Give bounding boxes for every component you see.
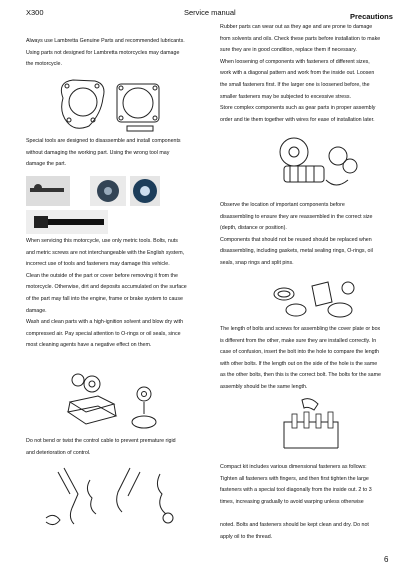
header-title: Service manual <box>184 8 236 17</box>
text-line: Always use Lambretta Genuine Parts and recommended lubricants. <box>26 38 185 44</box>
left-para-metric-tools <box>26 236 214 352</box>
text-line: When servicing this motorcycle, use only metric tools. Bolts, nuts <box>26 238 178 244</box>
text-line: Compact kit includes various dimensional fasteners as follows: <box>220 464 367 470</box>
text-line: Rubber parts can wear out as they age and are prone to damage <box>220 24 373 30</box>
text-line: and metric screws are not interchangeable with the English system, <box>26 249 185 256</box>
right-para-bolt-length <box>220 324 392 394</box>
left-para-genuine-parts <box>26 36 214 71</box>
text-line: of the part may fall into the engine, frame or brake system to cause <box>26 295 183 302</box>
text-line: and deterioration of control. <box>26 449 91 456</box>
text-line: motorcycle. Otherwise, dirt and deposits accumulated on the surface <box>26 284 187 291</box>
text-line: Wash and clean parts with a high-ignition solvent and blow dry with <box>26 319 184 326</box>
text-line: without damaging the working part. Using the wrong tool may <box>26 149 170 156</box>
bolt-length-illustration <box>280 398 342 456</box>
text-line: When loosening of components with fasteners of different sizes, <box>220 58 370 65</box>
page-number: 6 <box>384 555 389 564</box>
gear-parts-illustration <box>276 136 360 194</box>
text-line: is different from the other, make sure they are installed correctly. In <box>220 337 377 344</box>
text-line: most cleaning agents have a negative effect on them. <box>26 342 152 349</box>
text-line: damage the part. <box>26 161 67 168</box>
gaskets-illustration <box>55 76 165 134</box>
text-line: apply oil to the thread. <box>220 533 273 540</box>
control-cable-illustration <box>44 464 194 532</box>
text-line <box>220 508 392 520</box>
text-line: case of confusion, insert the bolt into the hole to compare the length <box>220 349 380 356</box>
text-line: Store complex components such as gear parts in proper assembly <box>220 105 376 112</box>
text-line: disassembling, including gaskets, metal sealing rings, O-rings, oil <box>220 248 373 255</box>
special-tools-photos <box>26 176 166 238</box>
right-para-component-location <box>220 200 392 270</box>
text-line: damage. <box>26 307 47 314</box>
right-para-compact-kit <box>220 462 392 543</box>
text-line: (depth, distance or position). <box>220 225 287 232</box>
text-line: as the other bolts, then this is the correct bolt. The bolts for the same <box>220 372 381 379</box>
cleaning-parts-illustration <box>58 372 168 432</box>
text-line: noted. Bolts and fasteners should be kept clean and dry. Do not <box>220 521 369 528</box>
text-line: assembly should be the same length. <box>220 383 308 390</box>
text-line: Components that should not be reused should be replaced when <box>220 236 372 243</box>
text-line: with other bolts. If the length out on the side of the hole is the same <box>220 360 378 367</box>
text-line: smaller fasteners may be subjected to excessive stress. <box>220 93 352 100</box>
text-line: disassembling to ensure they are reassembled in the correct size <box>220 213 373 220</box>
text-line: work with a diagonal pattern and work from the inside out. Loosen <box>220 70 375 77</box>
text-line: from solvents and oils. Check these parts before installation to make <box>220 35 381 42</box>
header-model: X300 <box>26 8 44 17</box>
text-line: times, increasing gradually to avoid warping unless otherwise <box>220 498 364 505</box>
text-line: the motorcycle. <box>26 61 62 68</box>
text-line: Observe the location of important components before <box>220 202 345 208</box>
text-line: Do not bend or twist the control cable to prevent premature rigid <box>26 438 176 444</box>
left-para-special-tools <box>26 136 214 171</box>
text-line: sure they are in good condition, replace them if necessary. <box>220 47 357 54</box>
text-line: Using parts not designed for Lambretta motorcycles may damage <box>26 49 180 56</box>
right-para-rubber-parts <box>220 22 392 126</box>
text-line: compressed air. Pay special attention to O-rings or oil seals, since <box>26 330 181 337</box>
text-line: order and tie them together with wires for ease of installation later. <box>220 116 375 123</box>
seals-rings-illustration <box>270 276 360 324</box>
text-line: incorrect use of tools and fasteners may damage this vehicle. <box>26 261 170 268</box>
left-para-control-cable <box>26 436 214 459</box>
text-line: Tighten all fasteners with fingers, and then first tighten the large <box>220 475 369 482</box>
text-line: seals, snap rings and split pins. <box>220 259 294 266</box>
section-title: Precautions <box>350 12 393 21</box>
text-line: the small fasteners first. If the larger one is loosened before, the <box>220 81 370 88</box>
text-line: Special tools are designed to disassemble and install components <box>26 138 181 144</box>
text-line: Clean the outside of the part or cover before removing it from the <box>26 272 178 279</box>
text-line: The length of bolts and screws for assembling the cover plate or box <box>220 326 381 332</box>
text-line: fasteners with a special tool diagonally from the inside out. 2 to 3 <box>220 487 372 494</box>
